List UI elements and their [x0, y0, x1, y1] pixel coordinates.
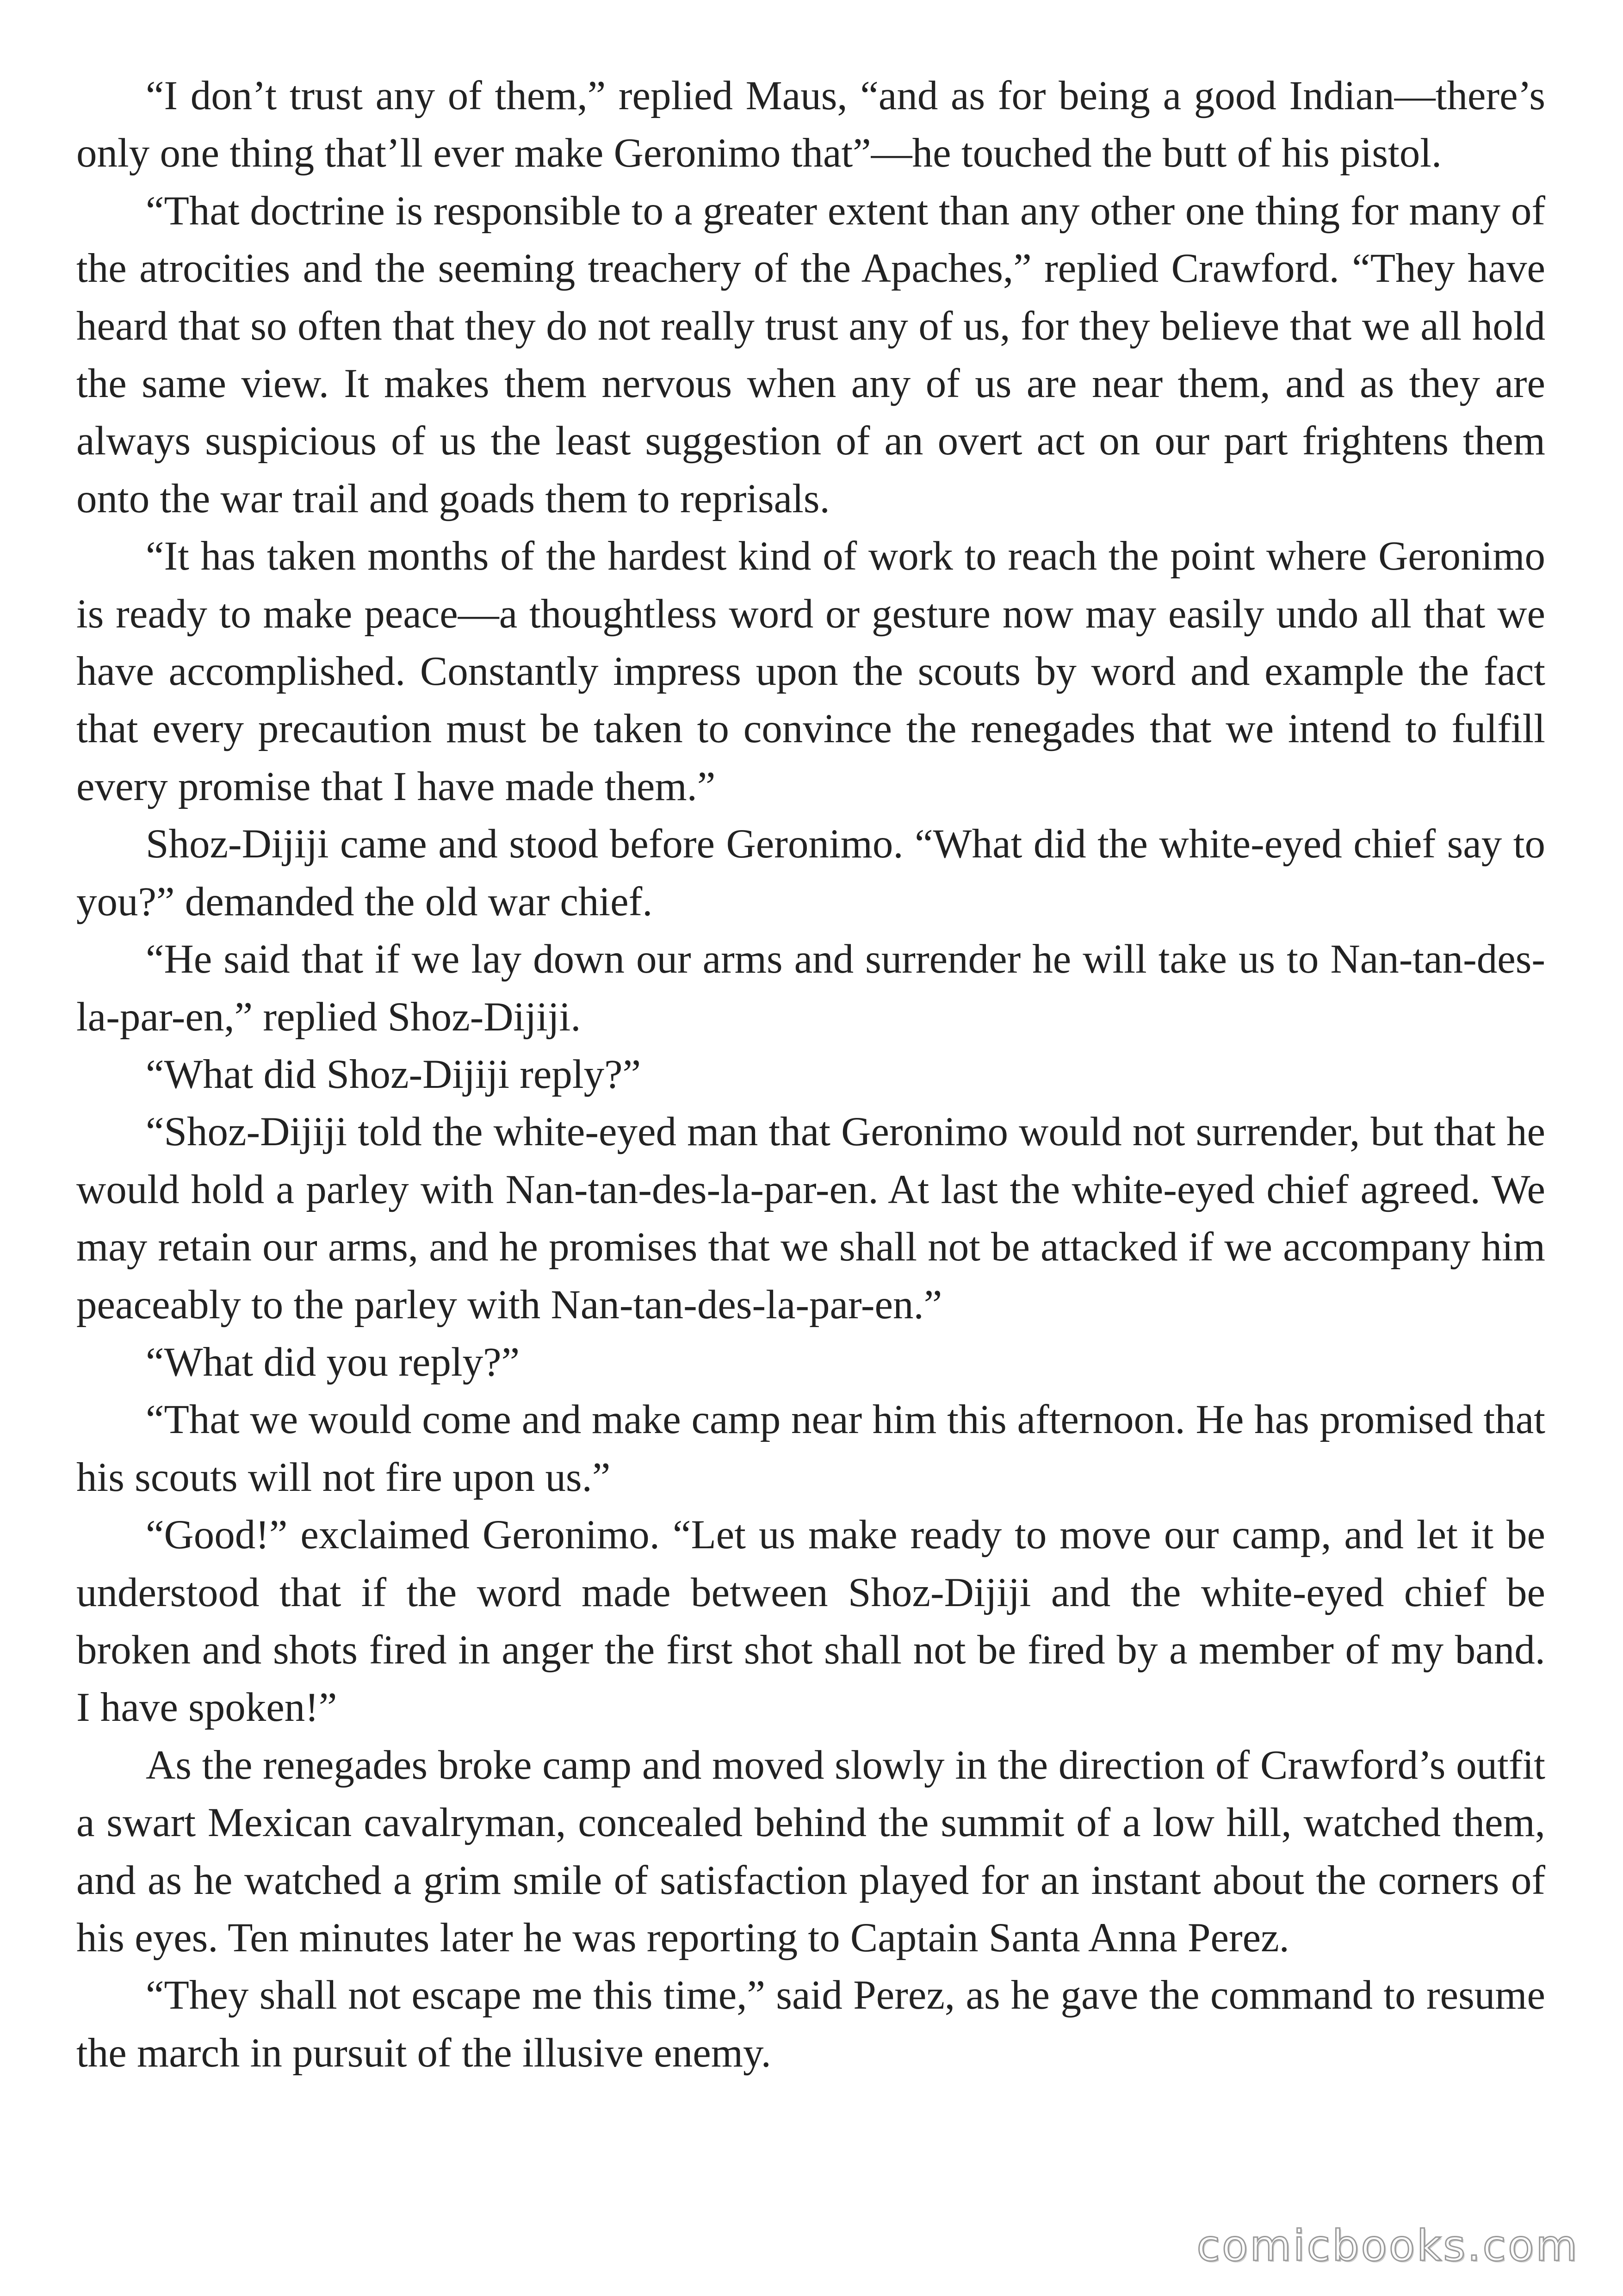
- paragraph-8: “What did you reply?”: [146, 1339, 520, 1385]
- paragraph-10: “Good!” exclaimed Geronimo. “Let us make ready to move our camp, and let it be understood that if the word made between Shoz-Dijiji and the white-eyed chief be broken and shots fired in anger the first shot shall not be fired by a member of my band. I have spoken!”: [76, 1512, 1545, 1731]
- paragraph-4: Shoz-Dijiji came and stood before Geronimo. “What did the white-eyed chief say to you?” demanded the old war chief.: [76, 821, 1545, 925]
- paragraph-9: “That we would come and make camp near him this afternoon. He has promised that his scouts will not fire upon us.”: [76, 1397, 1545, 1500]
- paragraph-1: “I don’t trust any of them,” replied Maus, “and as for being a good Indian—there’s only one thing that’ll ever make Geronimo that”—he touched the butt of his pistol.: [76, 73, 1545, 176]
- paragraph-6: “What did Shoz-Dijiji reply?”: [146, 1051, 641, 1097]
- watermark-logo: comicbooks.com: [1196, 2221, 1579, 2271]
- paragraph-12: “They shall not escape me this time,” said Perez, as he gave the command to resume the march in pursuit of the illusive enemy.: [76, 1973, 1545, 2076]
- paragraph-7: “Shoz-Dijiji told the white-eyed man that Geronimo would not surrender, but that he would hold a parley with Nan-tan-des-la-par-en. At last the white-eyed chief agreed. We may retain our arms, and he promises that we shall not be attacked if we accompany him peaceably to the parley with Nan-tan-des-la-par-en.”: [76, 1109, 1545, 1328]
- paragraph-11: As the renegades broke camp and moved slowly in the direction of Crawford’s outfit a swart Mexican cavalryman, concealed behind the summit of a low hill, watched them, and as he watched a grim smile of satisfaction played for an instant about the corners of his eyes. Ten minutes later he was reporting to Captain Santa Anna Perez.: [76, 1742, 1545, 1961]
- paragraph-2: “That doctrine is responsible to a greater extent than any other one thing for many of the atrocities and the seeming treachery of the Apaches,” replied Crawford. “They have heard that so often that they do not really trust any of us, for they believe that we all hold the same view. It makes them nervous when any of us are near them, and as they are always suspicious of us the least suggestion of an overt act on our part frightens them onto the war trail and goads them to reprisals.: [76, 188, 1545, 521]
- paragraph-5: “He said that if we lay down our arms and surrender he will take us to Nan-tan-des-la-par-en,” replied Shoz-Dijiji.: [76, 937, 1545, 1040]
- body-text: [76, 67, 1545, 2082]
- paragraph-3: “It has taken months of the hardest kind of work to reach the point where Geronimo is ready to make peace—a thoughtless word or gesture now may easily undo all that we have accomplished. Constantly impress upon the scouts by word and example the fact that every precaution must be taken to convince the renegades that we intend to fulfill every promise that I have made them.”: [76, 534, 1545, 809]
